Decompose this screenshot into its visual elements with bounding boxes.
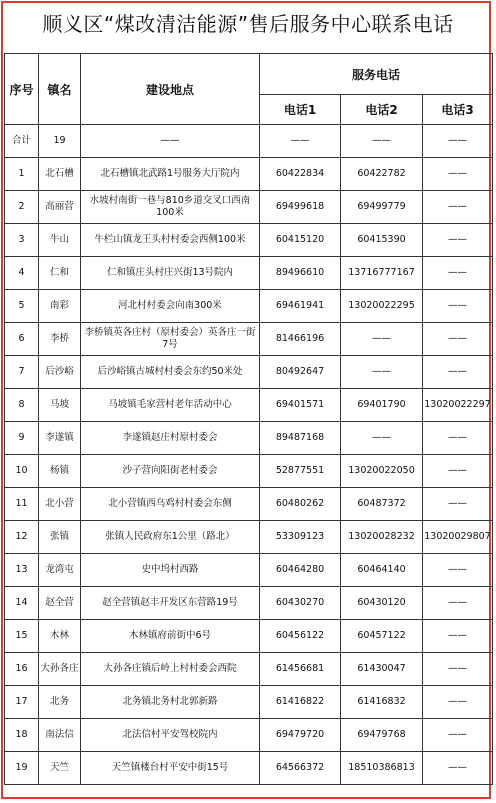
row-phone-2: 60487372 [341, 488, 423, 521]
row-phone-2: 13020022295 [341, 290, 423, 323]
table-row [5, 620, 493, 653]
row-phone-1: 89496610 [260, 257, 341, 290]
row-town-name: 李遂镇 [39, 422, 81, 455]
row-address: 大孙各庄镇后岭上村村委会西院 [81, 653, 260, 686]
row-town-name: 高丽营 [39, 191, 81, 224]
row-address: 沙子营向阳街老村委会 [81, 455, 260, 488]
row-phone-3: —— [423, 686, 493, 719]
row-phone-3: —— [423, 290, 493, 323]
row-phone-2: 69479768 [341, 719, 423, 752]
row-town-name: 南法信 [39, 719, 81, 752]
row-phone-3: —— [423, 620, 493, 653]
row-index: 11 [5, 488, 39, 521]
row-address: 北小营镇西乌鸡村村委会东侧 [81, 488, 260, 521]
row-address: 李遂镇赵庄村原村委会 [81, 422, 260, 455]
row-index: 1 [5, 158, 39, 191]
row-phone-1: 53309123 [260, 521, 341, 554]
row-index: 18 [5, 719, 39, 752]
row-phone-2: 18510386813 [341, 752, 423, 785]
row-town-name: 马坡 [39, 389, 81, 422]
row-phone-1: 64566372 [260, 752, 341, 785]
row-phone-1: —— [260, 125, 341, 158]
row-address: —— [81, 125, 260, 158]
row-index: 2 [5, 191, 39, 224]
row-index: 9 [5, 422, 39, 455]
row-phone-3: —— [423, 257, 493, 290]
row-index: 15 [5, 620, 39, 653]
row-index: 5 [5, 290, 39, 323]
row-phone-1: 69401571 [260, 389, 341, 422]
table-row [5, 323, 493, 356]
row-phone-1: 80492647 [260, 356, 341, 389]
row-phone-3: —— [423, 554, 493, 587]
table-row [5, 158, 493, 191]
row-index: 4 [5, 257, 39, 290]
table-row [5, 356, 493, 389]
row-phone-1: 89487168 [260, 422, 341, 455]
contact-table [4, 53, 493, 785]
table-row [5, 488, 493, 521]
row-index: 13 [5, 554, 39, 587]
row-phone-1: 81466196 [260, 323, 341, 356]
row-phone-2: 13716777167 [341, 257, 423, 290]
row-index: 6 [5, 323, 39, 356]
table-row [5, 290, 493, 323]
table-row [5, 191, 493, 224]
row-phone-2: 13020022050 [341, 455, 423, 488]
row-address: 仁和镇庄头村庄兴街13号院内 [81, 257, 260, 290]
row-phone-3: —— [423, 356, 493, 389]
row-phone-1: 69461941 [260, 290, 341, 323]
row-phone-1: 60430270 [260, 587, 341, 620]
row-town-name: 后沙峪 [39, 356, 81, 389]
row-town-name: 张镇 [39, 521, 81, 554]
row-address: 木林镇府前街中6号 [81, 620, 260, 653]
row-address: 北务镇北务村北郭新路 [81, 686, 260, 719]
row-phone-3: 13020029807 [423, 521, 493, 554]
header-service-phone: 服务电话 [260, 54, 493, 95]
row-phone-1: 61456681 [260, 653, 341, 686]
table-row [5, 521, 493, 554]
header-phone-2: 电话2 [341, 95, 423, 125]
table-row [5, 455, 493, 488]
row-phone-3: —— [423, 191, 493, 224]
row-phone-2: 60457122 [341, 620, 423, 653]
row-phone-3: —— [423, 752, 493, 785]
row-town-name: 天竺 [39, 752, 81, 785]
table-row [5, 686, 493, 719]
row-town-name: 大孙各庄 [39, 653, 81, 686]
row-address: 张镇人民政府东1公里（路北） [81, 521, 260, 554]
row-town-name: 李桥 [39, 323, 81, 356]
row-phone-2: —— [341, 323, 423, 356]
row-town-name: 北小营 [39, 488, 81, 521]
table-row [5, 752, 493, 785]
table-row [5, 125, 493, 158]
table-row [5, 719, 493, 752]
row-town-name: 19 [39, 125, 81, 158]
table-row [5, 422, 493, 455]
row-phone-2: —— [341, 125, 423, 158]
row-index: 合计 [5, 125, 39, 158]
header-phone-3: 电话3 [423, 95, 493, 125]
table-row [5, 224, 493, 257]
row-town-name: 杨镇 [39, 455, 81, 488]
table-row [5, 257, 493, 290]
table-row [5, 389, 493, 422]
row-index: 19 [5, 752, 39, 785]
header-phone-1: 电话1 [260, 95, 341, 125]
row-phone-1: 52877551 [260, 455, 341, 488]
row-phone-2: 69401790 [341, 389, 423, 422]
row-phone-2: 60430120 [341, 587, 423, 620]
row-phone-2: 61430047 [341, 653, 423, 686]
row-phone-2: 60464140 [341, 554, 423, 587]
row-address: 北法信村平安驾校院内 [81, 719, 260, 752]
header-town: 镇名 [39, 54, 81, 125]
row-index: 8 [5, 389, 39, 422]
row-phone-1: 60456122 [260, 620, 341, 653]
row-index: 12 [5, 521, 39, 554]
page-title: 顺义区“煤改清洁能源”售后服务中心联系电话 [42, 12, 454, 36]
row-town-name: 木林 [39, 620, 81, 653]
row-town-name: 北务 [39, 686, 81, 719]
row-town-name: 南彩 [39, 290, 81, 323]
row-phone-1: 60422834 [260, 158, 341, 191]
row-phone-2: 69499779 [341, 191, 423, 224]
row-town-name: 牛山 [39, 224, 81, 257]
row-phone-1: 60464280 [260, 554, 341, 587]
row-phone-1: 69499618 [260, 191, 341, 224]
row-phone-1: 60415120 [260, 224, 341, 257]
row-phone-2: 61416832 [341, 686, 423, 719]
row-index: 10 [5, 455, 39, 488]
row-index: 16 [5, 653, 39, 686]
table-row [5, 653, 493, 686]
row-index: 7 [5, 356, 39, 389]
row-index: 14 [5, 587, 39, 620]
row-phone-3: —— [423, 455, 493, 488]
row-address: 赵全营镇赵丰开发区东营路19号 [81, 587, 260, 620]
row-address: 牛栏山镇龙王头村村委会西侧100米 [81, 224, 260, 257]
row-phone-1: 61416822 [260, 686, 341, 719]
row-index: 17 [5, 686, 39, 719]
row-town-name: 北石槽 [39, 158, 81, 191]
row-phone-2: —— [341, 356, 423, 389]
row-phone-1: 69479720 [260, 719, 341, 752]
row-address: 马坡镇毛家营村老年活动中心 [81, 389, 260, 422]
row-address: 水坡村南街一巷与810乡道交叉口西南100米 [81, 191, 260, 224]
row-address: 后沙峪镇古城村村委会东约50米处 [81, 356, 260, 389]
row-phone-2: 60415390 [341, 224, 423, 257]
row-address: 北石槽镇北武路1号服务大厅院内 [81, 158, 260, 191]
table-row [5, 554, 493, 587]
row-address: 史中坞村西路 [81, 554, 260, 587]
row-phone-1: 60480262 [260, 488, 341, 521]
row-town-name: 赵全营 [39, 587, 81, 620]
row-phone-3: —— [423, 653, 493, 686]
row-address: 河北村村委会向南300米 [81, 290, 260, 323]
row-town-name: 仁和 [39, 257, 81, 290]
row-address: 天竺镇楼台村平安中街15号 [81, 752, 260, 785]
row-phone-3: —— [423, 587, 493, 620]
row-phone-3: —— [423, 224, 493, 257]
row-phone-3: 13020022297 [423, 389, 493, 422]
row-index: 3 [5, 224, 39, 257]
row-phone-3: —— [423, 125, 493, 158]
row-phone-3: —— [423, 488, 493, 521]
row-phone-2: 13020028232 [341, 521, 423, 554]
row-phone-3: —— [423, 158, 493, 191]
header-index: 序号 [5, 54, 39, 125]
row-phone-3: —— [423, 422, 493, 455]
row-phone-2: —— [341, 422, 423, 455]
row-phone-3: —— [423, 323, 493, 356]
table-row [5, 587, 493, 620]
row-town-name: 龙湾屯 [39, 554, 81, 587]
row-address: 李桥镇英各庄村（原村委会）英各庄一街7号 [81, 323, 260, 356]
row-phone-3: —— [423, 719, 493, 752]
header-address: 建设地点 [81, 54, 260, 125]
row-phone-2: 60422782 [341, 158, 423, 191]
